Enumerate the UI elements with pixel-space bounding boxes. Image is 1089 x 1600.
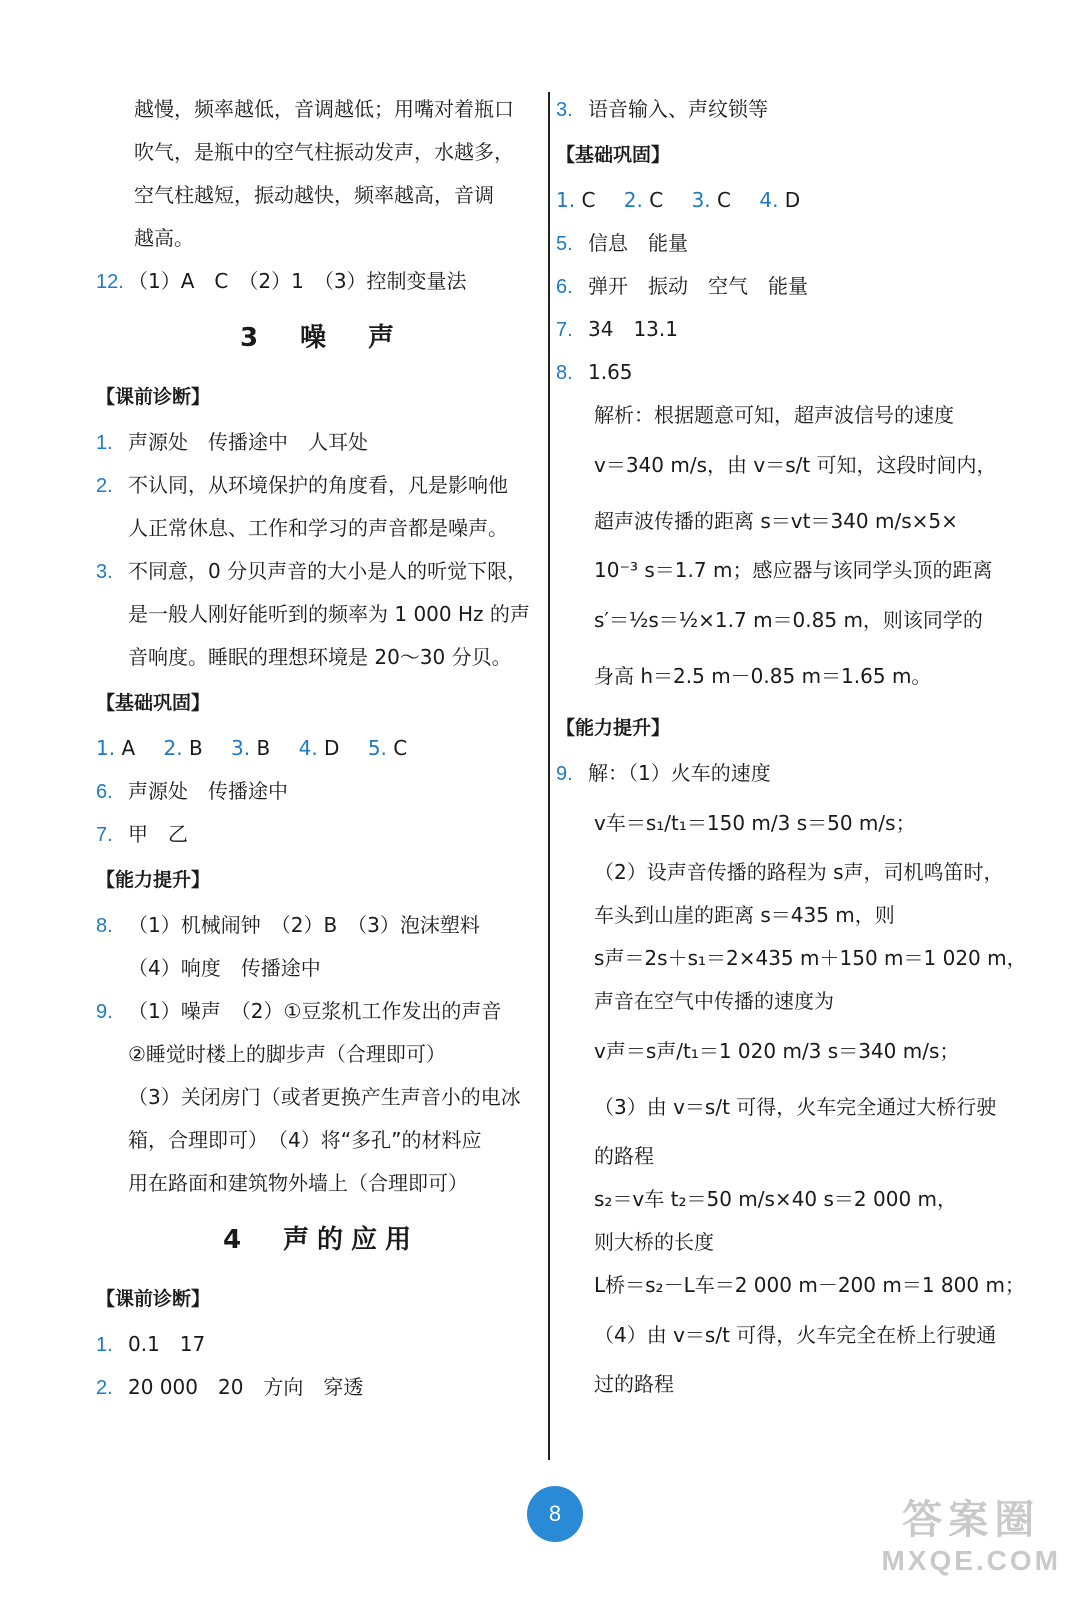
right-column: [556, 88, 1027, 1406]
choice-answer: C: [649, 188, 664, 212]
solution-line: v声＝s声/t₁＝1 020 m/3 s＝340 m/s；: [594, 1039, 960, 1063]
solution-line: 声音在空气中传播的速度为: [594, 989, 834, 1013]
solution-line: 的路程: [594, 1144, 654, 1168]
answer-text: 声源处 传播途中: [128, 779, 288, 803]
analysis-line: 超声波传播的距离 s＝vt＝340 m/s×5×: [594, 509, 958, 533]
answer-text: 语音输入、声纹锁等: [588, 97, 768, 121]
solution-line: s声＝2s＋s₁＝2×435 m＋150 m＝1 020 m，: [594, 946, 1027, 970]
solution-line: （2）设声音传播的路程为 s声，司机鸣笛时，: [594, 860, 1004, 884]
answer-text: 用在路面和建筑物外墙上（合理即可）: [128, 1171, 468, 1195]
question-number: 9.: [96, 1001, 113, 1023]
question-number: 3.: [556, 99, 573, 121]
answer-text: 箱，合理即可） （4）将“多孔”的材料应: [128, 1128, 482, 1152]
answer-line: [96, 1076, 546, 1119]
choice-answer: A: [121, 736, 136, 760]
answer-text: 解：（1）火车的速度: [588, 761, 771, 785]
answer-line: [96, 1323, 546, 1366]
page-number: 8: [527, 1486, 583, 1542]
answer-line: [96, 1366, 546, 1409]
question-number: 6.: [556, 276, 573, 298]
question-number: 3.: [96, 561, 113, 583]
answer-line: [96, 990, 546, 1033]
answer-text: 甲 乙: [128, 822, 188, 846]
answer-line: [96, 1162, 546, 1205]
answer-line: [96, 770, 546, 813]
section-title-sound-applications: 4 声的应用: [222, 1225, 420, 1255]
answer-line: [96, 464, 546, 507]
choice-answer: D: [784, 188, 801, 212]
question-12: [96, 260, 546, 303]
section-heading: 【基础巩固】: [96, 692, 211, 714]
text-line: 空气柱越短，振动越快，频率越高，音调: [134, 183, 494, 207]
answer-text: 34 13.1: [588, 317, 678, 341]
question-number: 5.: [367, 736, 387, 760]
solution-line: 过的路程: [594, 1372, 674, 1396]
answer-line: [96, 421, 546, 464]
question-number: 9.: [556, 763, 573, 785]
answer-text: 人正常休息、工作和学习的声音都是噪声。: [128, 516, 508, 540]
answer-line: [556, 265, 1016, 308]
left-column: [96, 88, 546, 1409]
answer-line: [556, 308, 1016, 351]
answer-text: 0.1 17: [128, 1332, 206, 1356]
answer-text: 1.65: [588, 360, 633, 384]
text-line: 吹气，是瓶中的空气柱振动发声，水越多，: [134, 140, 514, 164]
choice-answer: C: [393, 736, 408, 760]
section-heading: 【课前诊断】: [96, 386, 211, 408]
answer-line: [556, 88, 1016, 131]
choice-answer: D: [324, 736, 340, 760]
answer-text: （1）机械闹钟 （2）B （3）泡沫塑料: [128, 913, 480, 937]
choice-answers: [556, 179, 1016, 222]
answer-text: 声源处 传播途中 人耳处: [128, 430, 368, 454]
text-line: 越高。: [134, 226, 194, 250]
solution-line: 车头到山崖的距离 s＝435 m，则: [594, 903, 895, 927]
answer-text: 不同意，0 分贝声音的大小是人的听觉下限，: [128, 559, 528, 583]
answer-line: [96, 1119, 546, 1162]
choice-answers: [96, 727, 546, 770]
section-heading: 【基础巩固】: [556, 144, 671, 166]
section-heading: 【能力提升】: [96, 869, 211, 891]
answer-line: [556, 752, 1016, 795]
answer-line: [96, 904, 546, 947]
answer-line: [96, 947, 546, 990]
choice-answer: B: [256, 736, 271, 760]
answer-text: 20 000 20 方向 穿透: [128, 1375, 364, 1399]
choice-answer: C: [581, 188, 596, 212]
answer-text: （1）噪声 （2）①豆浆机工作发出的声音: [128, 999, 502, 1023]
analysis-line: 解析：根据题意可知，超声波信号的速度: [594, 403, 954, 427]
watermark-bottom: MXQE.COM: [881, 1545, 1061, 1576]
analysis-line: 身高 h＝2.5 m－0.85 m＝1.65 m。: [594, 664, 932, 688]
answer-line: [96, 813, 546, 856]
solution-line: L桥＝s₂－L车＝2 000 m－200 m＝1 800 m；: [594, 1273, 1025, 1297]
analysis-line: 10⁻³ s＝1.7 m；感应器与该同学头顶的距离: [594, 558, 993, 582]
question-number: 4.: [759, 188, 779, 212]
answer-line: [96, 550, 546, 593]
question-number: 8.: [556, 362, 573, 384]
answer-line: [96, 1033, 546, 1076]
solution-line: v车＝s₁/t₁＝150 m/3 s＝50 m/s；: [594, 811, 916, 835]
solution-line: 则大桥的长度: [594, 1230, 714, 1254]
answer-line: [96, 593, 546, 636]
question-number: 7.: [556, 319, 573, 341]
question-number: 1.: [96, 432, 113, 454]
choice-answer: B: [188, 736, 203, 760]
answer-text: （3）关闭房门（或者更换产生声音小的电冰: [128, 1085, 521, 1109]
answer-text: （1）A C （2）1 （3）控制变量法: [128, 269, 467, 293]
section-heading: 【课前诊断】: [96, 1288, 211, 1310]
answer-text: （4）响度 传播途中: [128, 956, 321, 980]
answer-text: 是一般人刚好能听到的频率为 1 000 Hz 的声: [128, 602, 530, 626]
question-number: 4.: [298, 736, 318, 760]
answer-line: [556, 351, 1016, 394]
question-number: 5.: [556, 233, 573, 255]
answer-text: ②睡觉时楼上的脚步声（合理即可）: [128, 1042, 446, 1066]
section-heading: 【能力提升】: [556, 717, 671, 739]
question-number: 1.: [96, 736, 116, 760]
answer-line: [96, 507, 546, 550]
question-number: 1.: [96, 1334, 113, 1356]
column-divider: [548, 92, 550, 1460]
question-number: 12.: [96, 271, 124, 293]
answer-line: [96, 636, 546, 679]
solution-line: s₂＝v车 t₂＝50 m/s×40 s＝2 000 m，: [594, 1187, 958, 1211]
question-number: 2.: [163, 736, 183, 760]
solution-line: （4）由 v＝s/t 可得，火车完全在桥上行驶通: [594, 1323, 997, 1347]
question-number: 3.: [231, 736, 251, 760]
answer-text: 不认同，从环境保护的角度看，凡是影响他: [128, 473, 508, 497]
solution-line: （3）由 v＝s/t 可得，火车完全通过大桥行驶: [594, 1095, 997, 1119]
text-line: 越慢，频率越低，音调越低；用嘴对着瓶口: [134, 97, 514, 121]
question-number: 8.: [96, 915, 113, 937]
answer-line: [556, 222, 1016, 265]
answer-text: 弹开 振动 空气 能量: [588, 274, 808, 298]
analysis-line: s′＝½s＝½×1.7 m＝0.85 m，则该同学的: [594, 608, 983, 632]
answer-text: 信息 能量: [588, 231, 688, 255]
question-number: 1.: [556, 188, 576, 212]
answer-text: 音响度。睡眠的理想环境是 20～30 分贝。: [128, 645, 512, 669]
choice-answer: C: [717, 188, 731, 212]
question-number: 2.: [96, 1377, 113, 1399]
question-number: 2.: [623, 188, 643, 212]
watermark-top: 答案圈: [902, 1498, 1041, 1542]
section-title-noise: 3 噪 声: [239, 323, 403, 353]
question-number: 6.: [96, 781, 113, 803]
question-number: 3.: [691, 188, 711, 212]
analysis-line: v＝340 m/s，由 v＝s/t 可知，这段时间内，: [594, 453, 997, 477]
question-number: 2.: [96, 475, 113, 497]
question-number: 7.: [96, 824, 113, 846]
watermark-logo: [881, 1488, 1061, 1577]
